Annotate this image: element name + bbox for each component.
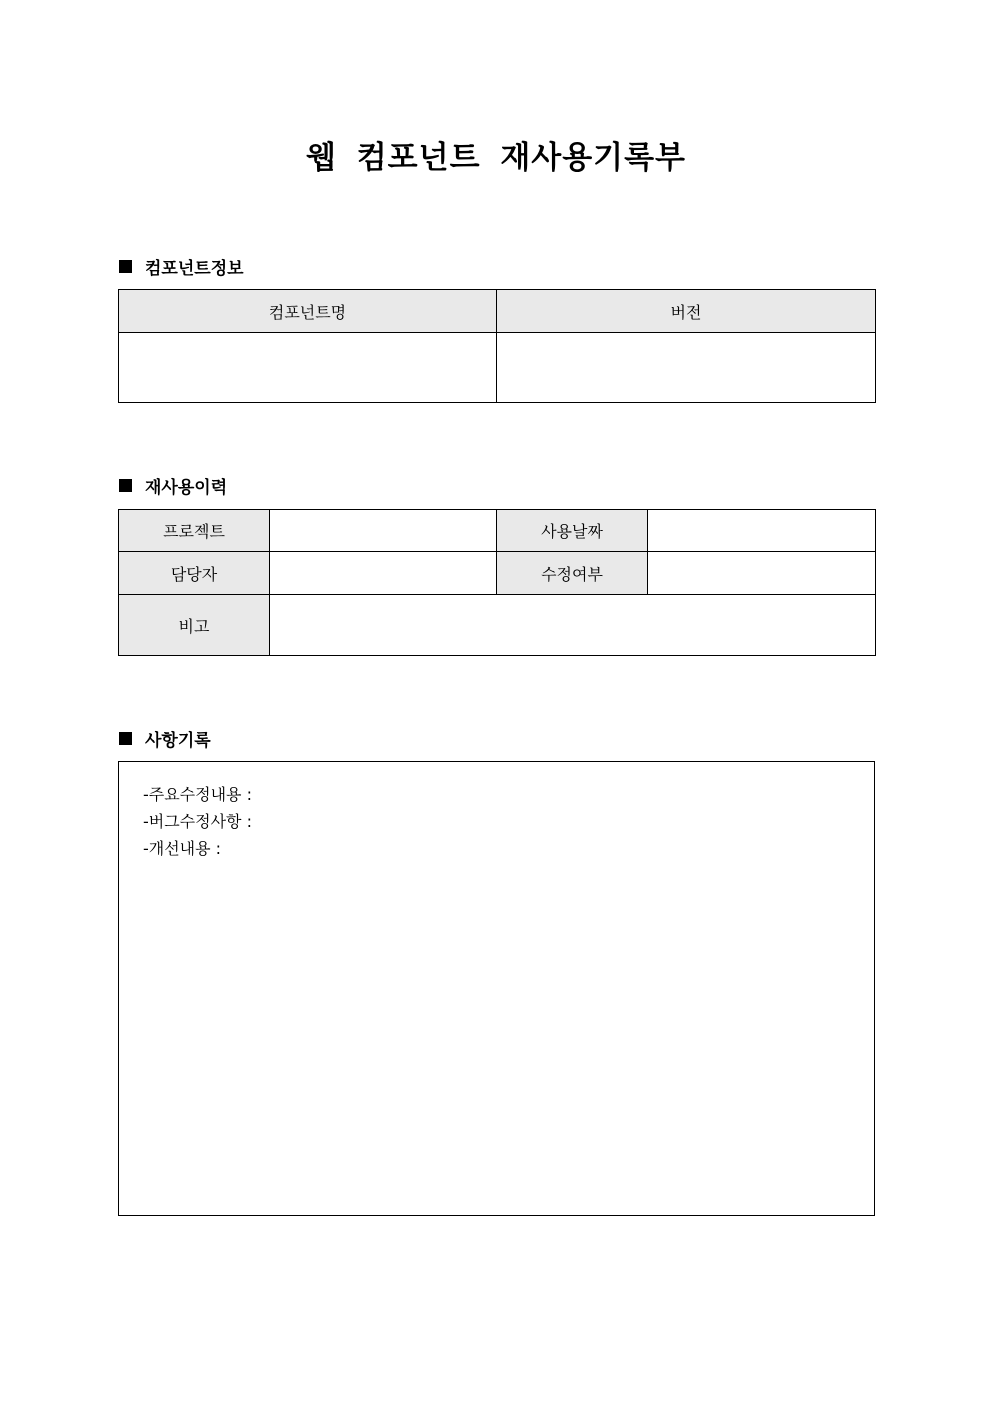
version-field[interactable]	[497, 333, 876, 403]
section-heading-records	[119, 726, 211, 751]
square-bullet-icon	[119, 479, 132, 492]
note-line-bug-fixes: -버그수정사항 :	[143, 812, 252, 831]
remarks-field[interactable]	[270, 595, 876, 656]
project-field[interactable]	[270, 510, 497, 552]
section-heading-label: 재사용이력	[145, 478, 228, 498]
square-bullet-icon	[119, 260, 132, 273]
usage-date-label: 사용날짜	[497, 510, 648, 552]
owner-label: 담당자	[119, 552, 270, 595]
section-heading-component-info	[119, 254, 244, 279]
project-label: 프로젝트	[119, 510, 270, 552]
note-line-improvements: -개선내용 :	[143, 839, 222, 858]
owner-field[interactable]	[270, 552, 497, 595]
column-header-version: 버전	[497, 290, 876, 333]
records-textarea[interactable]	[118, 761, 875, 1216]
modified-label: 수정여부	[497, 552, 648, 595]
remarks-label: 비고	[119, 595, 270, 656]
column-header-component-name: 컴포넌트명	[119, 290, 497, 333]
component-info-table	[118, 289, 876, 403]
section-heading-label: 사항기록	[145, 731, 211, 751]
page-title: 웹 컴포넌트 재사용기록부	[306, 140, 686, 176]
square-bullet-icon	[119, 732, 132, 745]
component-name-field[interactable]	[119, 333, 497, 403]
modified-field[interactable]	[648, 552, 876, 595]
usage-date-field[interactable]	[648, 510, 876, 552]
section-heading-reuse-history	[119, 473, 227, 498]
reuse-history-table	[118, 509, 876, 656]
note-line-main-changes: -주요수정내용 :	[143, 785, 252, 804]
section-heading-label: 컴포넌트정보	[145, 259, 244, 279]
